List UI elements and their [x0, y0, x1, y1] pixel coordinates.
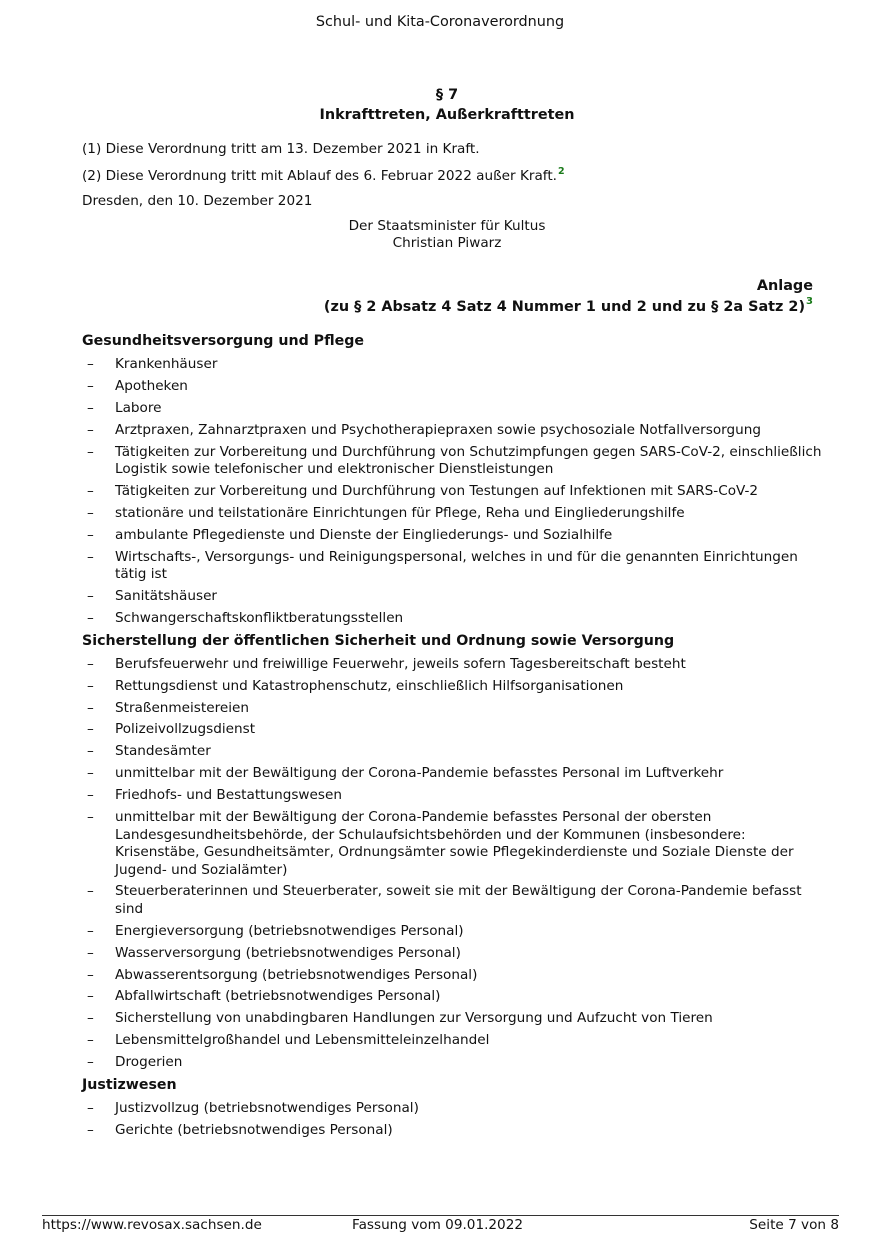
- dash-bullet: –: [87, 526, 94, 543]
- dash-bullet: –: [87, 1010, 94, 1027]
- dash-bullet: –: [87, 399, 94, 416]
- list-item: – Lebensmittelgroßhandel und Lebensmitteleinzelhandel: [87, 1032, 490, 1049]
- page-footer: [42, 1216, 839, 1236]
- section-heading: [0, 85, 880, 125]
- list-item: – Abwasserentsorgung (betriebsnotwendiges Personal): [87, 966, 478, 983]
- group-title: Justizwesen: [82, 1077, 177, 1094]
- item-list: [82, 356, 822, 627]
- annex-heading: [324, 276, 813, 319]
- annex-subtitle-text: (zu § 2 Absatz 4 Satz 4 Nummer 1 und 2 und zu § 2a Satz 2): [323, 299, 806, 315]
- dash-bullet: –: [87, 377, 94, 394]
- dash-bullet: –: [87, 699, 94, 716]
- group-title: Gesundheitsversorgung und Pflege: [82, 333, 364, 349]
- group-title: Sicherstellung der öffentlichen Sicherheit und Ordnung sowie Versorgung: [82, 632, 675, 649]
- footer-url-link[interactable]: https://www.revosax.sachsen.de: [42, 1217, 262, 1233]
- list-item: – Berufsfeuerwehr und freiwillige Feuerwehr, jeweils sofern Tagesbereitschaft besteht: [87, 655, 686, 672]
- footer-page-number: Seite 7 von 8: [749, 1217, 839, 1233]
- dash-bullet: –: [87, 765, 94, 782]
- dash-bullet: –: [87, 1121, 94, 1138]
- list-item: – Apotheken: [87, 377, 188, 394]
- list-item: – Tätigkeiten zur Vorbereitung und Durchführung von Schutzimpfungen gegen SARS-CoV-2, einschließlich Logistik sowie telefonischer und elektronischer Dienstleistungen: [87, 443, 822, 478]
- item-list: [82, 1100, 822, 1139]
- list-item: – Sicherstellung von unabdingbaren Handlungen zur Versorgung und Aufzucht von Tieren: [87, 1010, 713, 1027]
- item-list: [82, 656, 822, 1072]
- list-item: – Polizeivollzugsdienst: [87, 721, 256, 738]
- signatory-role: Der Staatsminister für Kultus: [348, 218, 546, 234]
- paragraph-2-text: (2) Diese Verordnung tritt mit Ablauf des 6. Februar 2022 außer Kraft.: [82, 168, 557, 184]
- dash-bullet: –: [87, 1032, 94, 1049]
- dash-bullet: –: [87, 809, 94, 826]
- annex-title: Anlage: [756, 278, 813, 294]
- footnote-ref-3[interactable]: 3: [806, 296, 813, 307]
- list-item: – ambulante Pflegedienste und Dienste der Eingliederungs- und Sozialhilfe: [87, 526, 613, 543]
- section-number: § 7: [435, 87, 459, 103]
- dash-bullet: –: [87, 356, 94, 372]
- dash-bullet: –: [87, 743, 94, 760]
- list-item: – Rettungsdienst und Katastrophenschutz, einschließlich Hilfsorganisationen: [87, 677, 624, 694]
- dash-bullet: –: [87, 944, 94, 961]
- annex-content: [82, 332, 822, 1144]
- list-item: – Wasserversorgung (betriebsnotwendiges Personal): [87, 944, 461, 961]
- dash-bullet: –: [87, 482, 94, 499]
- dash-bullet: –: [87, 677, 94, 694]
- list-item: – Schwangerschaftskonfliktberatungsstellen: [87, 609, 404, 626]
- list-item: – unmittelbar mit der Bewältigung der Corona-Pandemie befasstes Personal im Luftverkehr: [87, 765, 724, 782]
- list-item: – Steuerberaterinnen und Steuerberater, soweit sie mit der Bewältigung der Corona-Pandemie befasst sind: [87, 883, 802, 917]
- dash-bullet: –: [87, 609, 94, 626]
- list-item: – Abfallwirtschaft (betriebsnotwendiges Personal): [87, 988, 441, 1005]
- list-item: – Energieversorgung (betriebsnotwendiges Personal): [87, 922, 464, 939]
- dash-bullet: –: [87, 504, 94, 521]
- footer-version: Fassung vom 09.01.2022: [352, 1217, 524, 1233]
- list-item: – Wirtschafts-, Versorgungs- und Reinigungspersonal, welches in und für die genannten Einrichtungen tätig ist: [87, 548, 798, 583]
- dash-bullet: –: [87, 548, 94, 565]
- dash-bullet: –: [87, 421, 94, 438]
- paragraph-2: [82, 167, 565, 187]
- list-item: – Arztpraxen, Zahnarztpraxen und Psychotherapiepraxen sowie psychosoziale Notfallversorgung: [87, 421, 761, 438]
- section-title: Inkrafttreten, Außerkrafttreten: [319, 107, 575, 123]
- dash-bullet: –: [87, 1054, 94, 1071]
- dash-bullet: –: [87, 443, 94, 460]
- signature-block: [0, 218, 880, 252]
- place-date: Dresden, den 10. Dezember 2021: [82, 193, 313, 209]
- list-item: – unmittelbar mit der Bewältigung der Corona-Pandemie befasstes Personal der obersten Landesgesundheitsbehörde, der Schulaufsichtsbehörden und der Kommunen (insbesondere: Krisenstäbe, Gesundheitsämter, Ordnungsämter sowie Pflegekinderdienste und Soziale Dienste der Jugend- und Sozialämter): [87, 809, 794, 878]
- annex-group: [82, 1076, 822, 1139]
- dash-bullet: –: [87, 655, 94, 672]
- list-item: – Friedhofs- und Bestattungswesen: [87, 787, 342, 804]
- list-item: – Krankenhäuser: [87, 356, 218, 372]
- dash-bullet: –: [87, 883, 94, 900]
- dash-bullet: –: [87, 966, 94, 983]
- list-item: – Labore: [87, 399, 162, 416]
- dash-bullet: –: [87, 588, 94, 605]
- list-item: – Standesämter: [87, 743, 211, 760]
- annex-subtitle: [324, 297, 813, 319]
- dash-bullet: –: [87, 1100, 94, 1117]
- list-item: – Sanitätshäuser: [87, 588, 218, 605]
- signatory-name: Christian Piwarz: [392, 235, 502, 251]
- dash-bullet: –: [87, 721, 94, 738]
- list-item: – Tätigkeiten zur Vorbereitung und Durchführung von Testungen auf Infektionen mit SARS-CoV-2: [87, 482, 759, 499]
- dash-bullet: –: [87, 787, 94, 804]
- annex-group: [82, 332, 822, 627]
- footnote-ref-2[interactable]: 2: [557, 166, 565, 177]
- list-item: – Gerichte (betriebsnotwendiges Personal): [87, 1121, 393, 1138]
- running-header: Schul- und Kita-Coronaverordnung: [315, 14, 565, 30]
- list-item: – Straßenmeistereien: [87, 699, 249, 716]
- dash-bullet: –: [87, 988, 94, 1005]
- paragraph-1: (1) Diese Verordnung tritt am 13. Dezember 2021 in Kraft.: [82, 141, 480, 157]
- list-item: – Justizvollzug (betriebsnotwendiges Personal): [87, 1100, 419, 1117]
- list-item: – Drogerien: [87, 1054, 183, 1071]
- dash-bullet: –: [87, 922, 94, 939]
- annex-group: [82, 632, 822, 1072]
- list-item: – stationäre und teilstationäre Einrichtungen für Pflege, Reha und Eingliederungshilfe: [87, 504, 685, 521]
